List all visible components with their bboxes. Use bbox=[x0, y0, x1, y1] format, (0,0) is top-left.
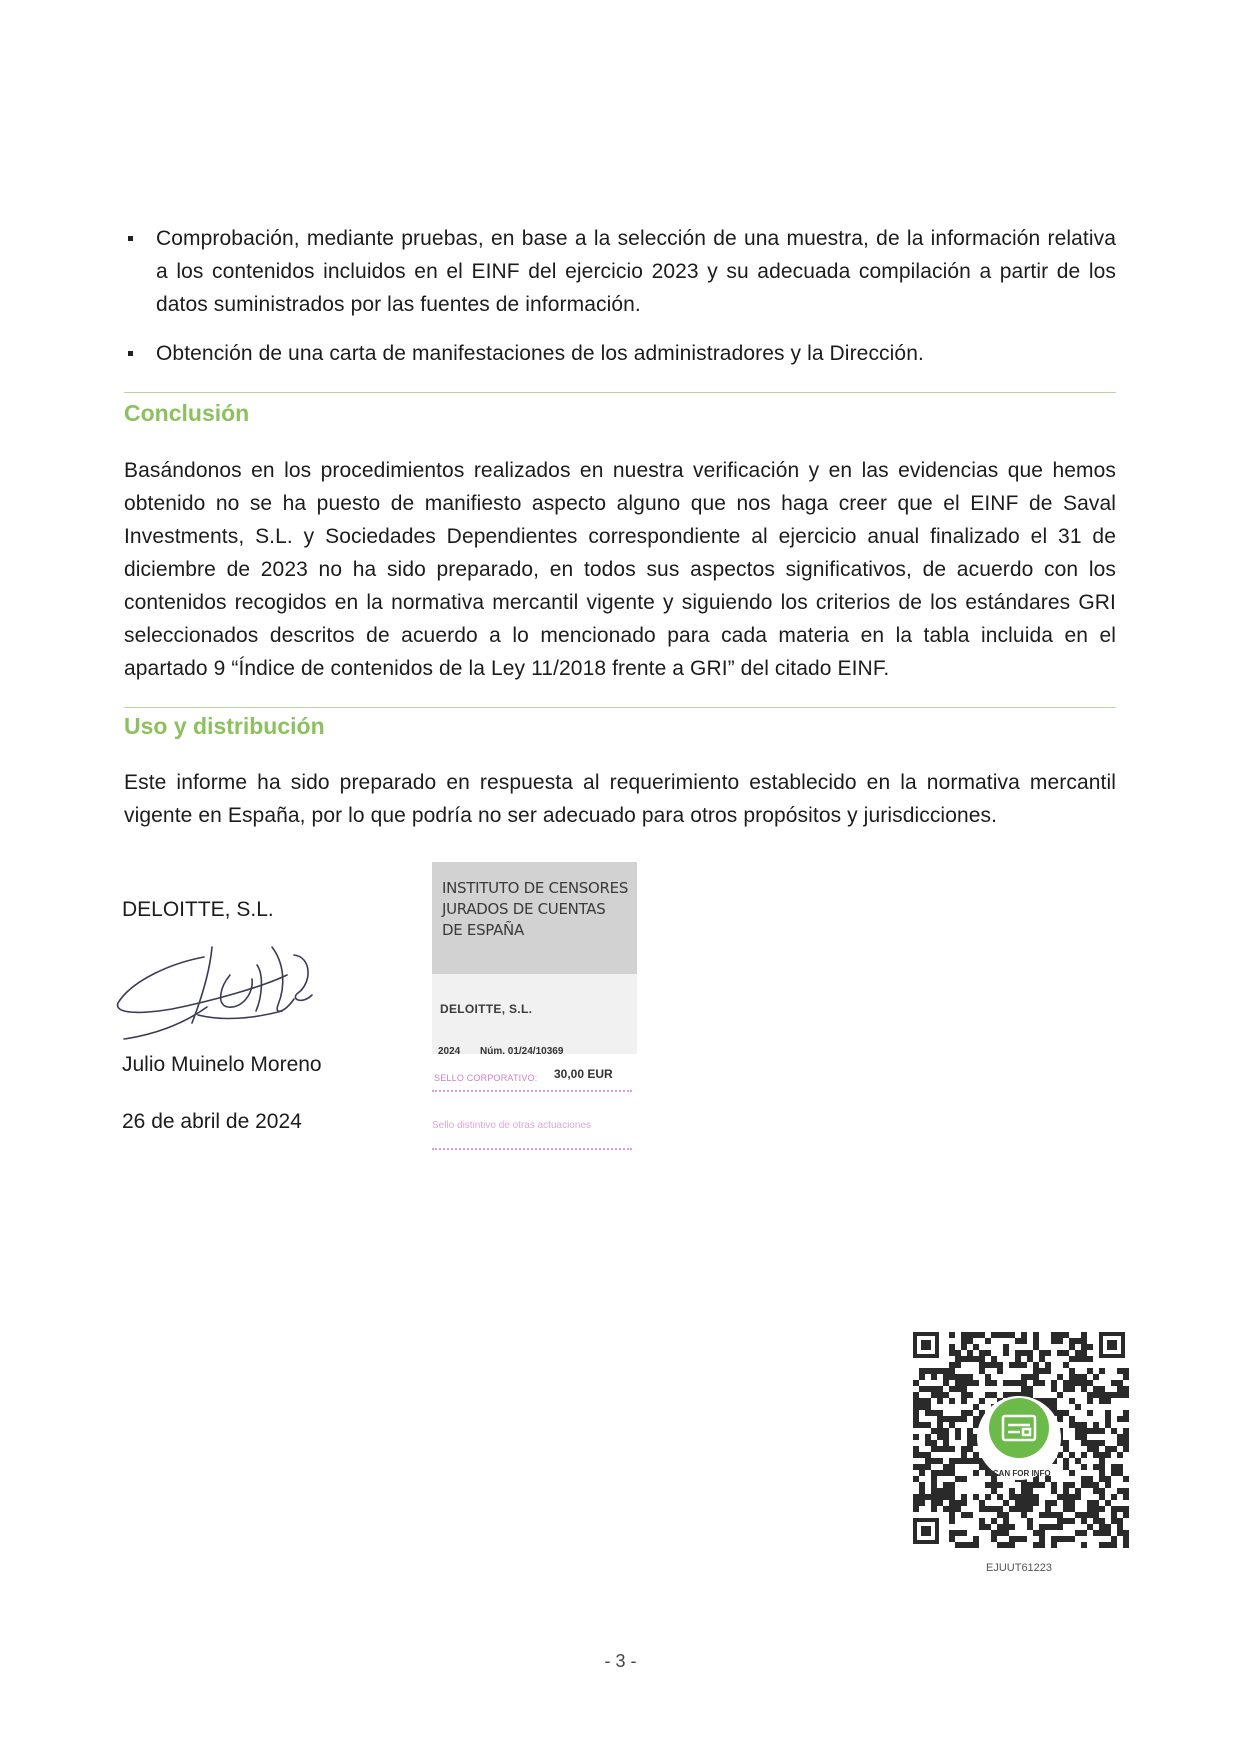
auditor-firm: DELOITTE, S.L. bbox=[122, 898, 274, 921]
signature-date: 26 de abril de 2024 bbox=[122, 1110, 302, 1133]
stamp-dotted-line bbox=[432, 1090, 632, 1092]
distribution-heading: Uso y distribución bbox=[124, 713, 325, 739]
signer-name: Julio Muinelo Moreno bbox=[122, 1053, 322, 1076]
section-divider bbox=[124, 707, 1116, 708]
stamp-otros-label: Sello distintivo de otras actuaciones bbox=[432, 1120, 591, 1131]
bullet-text: Comprobación, mediante pruebas, en base a la selección de una muestra, de la información relativa a los contenidos incluidos en el EINF del ejercicio 2023 y su adecuada compilación a partir de los datos suministrados por las fuentes de información. bbox=[156, 227, 1116, 316]
bullet-text: Obtención de una carta de manifestaciones de los administradores y la Dirección. bbox=[156, 342, 924, 365]
stamp-header-line: INSTITUTO DE CENSORES bbox=[442, 879, 629, 897]
stamp-year: 2024 bbox=[438, 1046, 461, 1057]
list-item bbox=[124, 337, 1116, 370]
stamp-firm: DELOITTE, S.L. bbox=[440, 1002, 533, 1016]
stamp-header-line: DE ESPAÑA bbox=[442, 921, 524, 939]
qr-code[interactable] bbox=[907, 1326, 1131, 1550]
stamp-dotted-line bbox=[432, 1148, 632, 1150]
icjce-stamp bbox=[432, 862, 637, 1152]
list-item bbox=[124, 222, 1116, 321]
distribution-paragraph: Este informe ha sido preparado en respuesta al requerimiento establecido en la normativa mercantil vigente en España, por lo que podría no ser adecuado para otros propósitos y jurisdicciones. bbox=[124, 771, 1116, 827]
handwritten-signature bbox=[112, 935, 322, 1045]
page-number: - 3 - bbox=[604, 1651, 637, 1671]
conclusion-paragraph: Basándonos en los procedimientos realizados en nuestra verificación y en las evidencias que hemos obtenido no se ha puesto de manifiesto aspecto alguno que nos haga creer que el EINF de Saval Investments, S.L. y Sociedades Dependientes correspondiente al ejercicio anual finalizado el 31 de diciembre de 2023 no ha sido preparado, en todos sus aspectos significativos, de acuerdo con los contenidos recogidos en la normativa mercantil vigente y siguiendo los criterios de los estándares GRI seleccionados descritos de acuerdo a lo mencionado para cada materia en la tabla incluida en el apartado 9 “Índice de contenidos de la Ley 11/2018 frente a GRI” del citado EINF. bbox=[124, 459, 1116, 680]
scan-badge-icon bbox=[989, 1398, 1049, 1458]
stamp-header-line: JURADOS DE CUENTAS bbox=[442, 900, 606, 918]
section-divider bbox=[124, 392, 1116, 393]
bullet-icon bbox=[128, 236, 133, 241]
procedure-list bbox=[124, 222, 1116, 386]
bullet-icon bbox=[128, 351, 133, 356]
stamp-header bbox=[432, 862, 637, 974]
qr-reference-code: EJUUT61223 bbox=[986, 1562, 1053, 1574]
conclusion-heading: Conclusión bbox=[124, 400, 250, 426]
stamp-number: Núm. 01/24/10369 bbox=[480, 1046, 564, 1057]
stamp-sello-label: SELLO CORPORATIVO: bbox=[434, 1073, 538, 1083]
stamp-amount: 30,00 EUR bbox=[554, 1067, 613, 1081]
scan-for-info-label: SCAN FOR INFO bbox=[987, 1469, 1051, 1478]
